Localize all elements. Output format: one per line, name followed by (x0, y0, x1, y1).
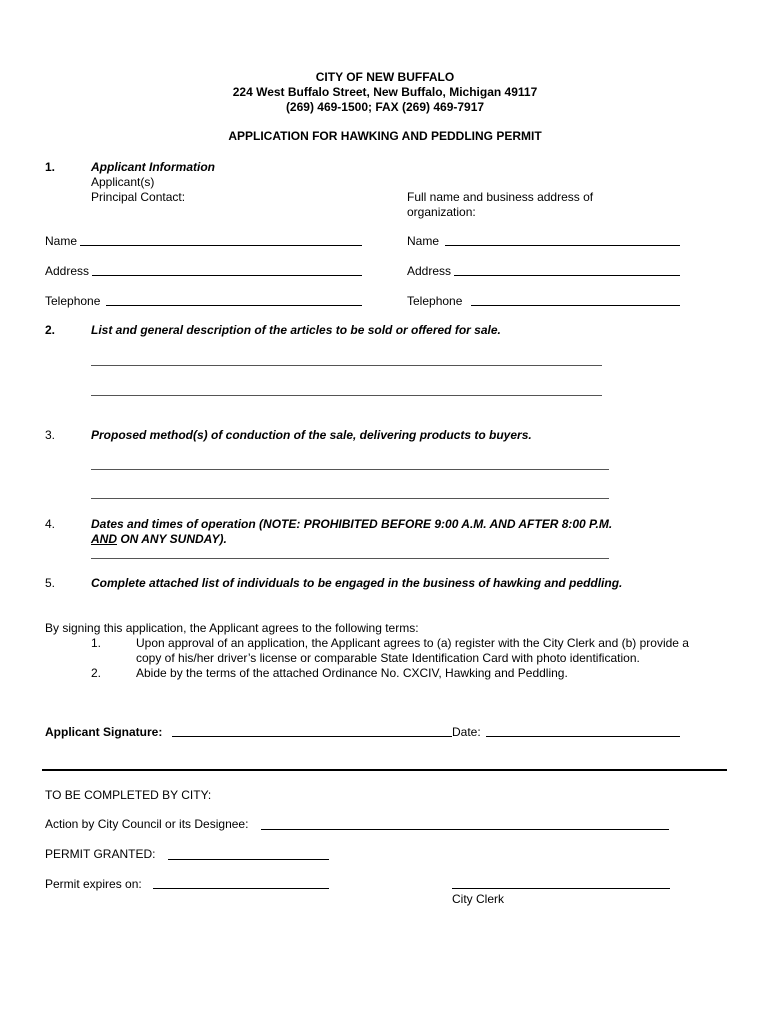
city-clerk-label: City Clerk (452, 892, 505, 906)
date-label: Date: (452, 725, 481, 739)
section3-field-1[interactable] (91, 469, 609, 470)
telephone-label-left: Telephone (45, 294, 101, 308)
term2-line1: Abide by the terms of the attached Ordinance No. CXCIV, Hawking and Peddling. (136, 666, 568, 680)
city-name: CITY OF NEW BUFFALO (315, 70, 455, 84)
address-field-right[interactable] (454, 275, 680, 276)
address-label-right: Address (407, 264, 452, 278)
permit-expires-label: Permit expires on: (45, 877, 142, 891)
telephone-field-right[interactable] (471, 305, 680, 306)
permit-granted-label: PERMIT GRANTED: (45, 847, 156, 861)
section2-text: List and general description of the articles to be sold or offered for sale. (91, 323, 501, 337)
city-section-heading: TO BE COMPLETED BY CITY: (45, 788, 212, 802)
section3-text: Proposed method(s) of conduction of the sale, delivering products to buyers. (91, 428, 532, 442)
form-title: APPLICATION FOR HAWKING AND PEDDLING PERMIT (228, 129, 542, 143)
term1-number: 1. (91, 636, 102, 650)
section5-number: 5. (45, 576, 56, 590)
name-label-right: Name (407, 234, 440, 248)
name-field-right[interactable] (445, 245, 680, 246)
section5-text: Complete attached list of individuals to be engaged in the business of hawking and peddling. (91, 576, 623, 590)
permit-expires-field[interactable] (153, 888, 329, 889)
section4-line1: Dates and times of operation (NOTE: PROHIBITED BEFORE 9:00 A.M. AND AFTER 8:00 P.M. (91, 517, 613, 531)
address-field-left[interactable] (92, 275, 362, 276)
section4-number: 4. (45, 517, 56, 531)
section2-field-2[interactable] (91, 395, 602, 396)
city-address: 224 West Buffalo Street, New Buffalo, Michigan 49117 (232, 85, 538, 99)
term1-line2: copy of his/her driver’s license or comparable State Identification Card with photo identification. (136, 651, 640, 665)
section4-line2 (91, 532, 227, 547)
section-divider (42, 769, 727, 771)
section3-field-2[interactable] (91, 498, 609, 499)
principal-contact-label: Principal Contact: (91, 190, 186, 204)
name-field-left[interactable] (80, 245, 362, 246)
telephone-field-left[interactable] (106, 305, 362, 306)
org-note-line2: organization: (407, 205, 476, 219)
date-field[interactable] (486, 736, 680, 737)
section2-number: 2. (45, 323, 56, 337)
name-label-left: Name (45, 234, 78, 248)
action-label: Action by City Council or its Designee: (45, 817, 249, 831)
section4-and: AND (91, 532, 117, 546)
signature-field[interactable] (172, 736, 452, 737)
permit-granted-field[interactable] (168, 859, 329, 860)
org-note-line1: Full name and business address of (407, 190, 594, 204)
section1-number: 1. (45, 160, 56, 174)
section2-field-1[interactable] (91, 365, 602, 366)
section1-heading: Applicant Information (91, 160, 215, 174)
term2-number: 2. (91, 666, 102, 680)
section3-number: 3. (45, 428, 56, 442)
terms-intro: By signing this application, the Applicant agrees to the following terms: (45, 621, 419, 635)
address-label-left: Address (45, 264, 90, 278)
city-clerk-signature-field[interactable] (452, 888, 670, 889)
term1-line1: Upon approval of an application, the Applicant agrees to (a) register with the City Clerk and (b) provide a (136, 636, 689, 650)
signature-label: Applicant Signature: (45, 725, 163, 739)
city-phone: (269) 469-1500; FAX (269) 469-7917 (285, 100, 485, 114)
section4-field[interactable] (91, 558, 609, 559)
section4-line2-rest: ON ANY SUNDAY). (117, 532, 227, 546)
telephone-label-right: Telephone (407, 294, 463, 308)
action-field[interactable] (261, 829, 669, 830)
applicants-label: Applicant(s) (91, 175, 155, 189)
